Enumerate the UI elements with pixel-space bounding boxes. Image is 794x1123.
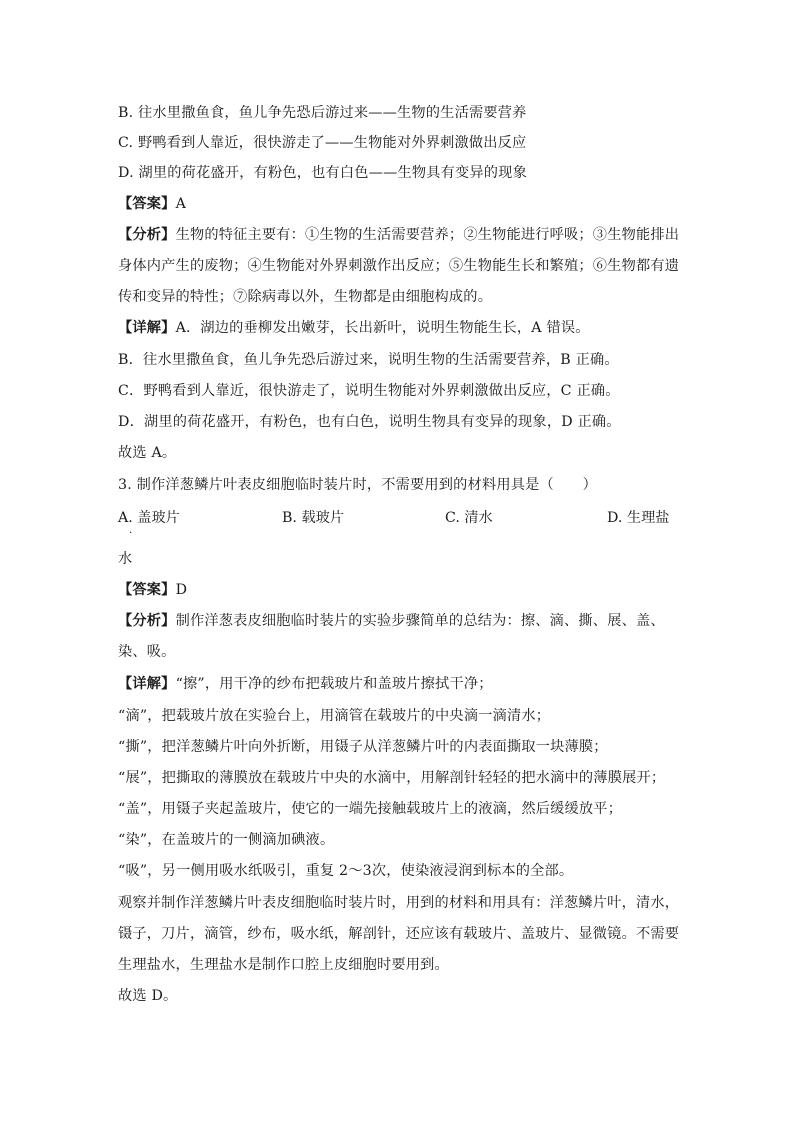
q2-conclusion: 故选 A。 bbox=[118, 445, 177, 461]
q2-detail-line-b: B．往水里撒鱼食，鱼儿争先恐后游过来，说明生物的生活需要营养，B 正确。 bbox=[118, 352, 619, 368]
q3-detail-line-4: “展”，把撕取的薄膜放在载玻片中央的水滴中，用解剖针轻轻的把水滴中的薄膜展开； bbox=[118, 770, 666, 786]
q3-detail-line-2: “滴”，把载玻片放在实验台上，用滴管在载玻片的中央滴一滴清水； bbox=[118, 708, 551, 724]
q2-detail-line-c: C．野鸭看到人靠近，很快游走了，说明生物能对外界刺激做出反应，C 正确。 bbox=[118, 383, 620, 399]
q2-option-b: B. 往水里撒鱼食，鱼儿争先恐后游过来——生物的生活需要营养 bbox=[118, 105, 527, 121]
answer-tag: 【答案】 bbox=[118, 582, 176, 598]
q3-analysis-line-2: 染、吸。 bbox=[118, 644, 176, 660]
analysis-tag: 【分析】 bbox=[118, 613, 176, 629]
q2-analysis-line-3: 传和变异的特性；⑦除病毒以外，生物都是由细胞构成的。 bbox=[118, 289, 493, 305]
q3-detail-line-9: 镊子，刀片，滴管，纱布，吸水纸，解剖针，还应该有载玻片、盖玻片、显微镜。不需要 bbox=[118, 926, 680, 942]
q3-conclusion: 故选 D。 bbox=[118, 988, 178, 1004]
q3-detail-line-6: “染”，在盖玻片的一侧滴加碘液。 bbox=[118, 832, 335, 848]
q3-detail-line-8: 观察并制作洋葱鳞片叶表皮细胞临时装片时，用到的材料和用具有：洋葱鳞片叶，清水， bbox=[118, 895, 680, 911]
q3-option-d: D. 生理盐 bbox=[607, 510, 670, 526]
analysis-text: 生物的特征主要有：①生物的生活需要营养；②生物能进行呼吸；③生物能排出 bbox=[175, 227, 680, 243]
detail-tag: 【详解】 bbox=[118, 676, 176, 692]
answer-tag: 【答案】 bbox=[118, 196, 176, 212]
q3-detail-line-1 bbox=[118, 674, 493, 694]
analysis-tag: 【分析】 bbox=[118, 227, 176, 243]
answer-value: A bbox=[175, 196, 187, 212]
detail-text: A．湖边的垂柳发出嫩芽，长出新叶，说明生物能生长，A 错误。 bbox=[175, 320, 590, 336]
detail-text: “擦”，用干净的纱布把载玻片和盖玻片擦拭干净； bbox=[175, 676, 493, 692]
q3-option-a: A. 盖玻片 bbox=[118, 510, 180, 526]
detail-tag: 【详解】 bbox=[118, 320, 176, 336]
answer-value: D bbox=[175, 582, 188, 598]
q3-analysis-line-1 bbox=[118, 611, 665, 631]
q3-detail-line-5: “盖”，用镊子夹起盖玻片，使它的一端先接触载玻片上的液滴，然后缓缓放平； bbox=[118, 801, 623, 817]
q3-option-d-wrap: 水 bbox=[118, 551, 133, 567]
q3-answer bbox=[118, 580, 187, 600]
analysis-text: 制作洋葱表皮细胞临时装片的实验步骤简单的总结为：擦、滴、撕、展、盖、 bbox=[175, 613, 665, 629]
q2-option-d: D. 湖里的荷花盛开，有粉色，也有白色——生物具有变异的现象 bbox=[118, 165, 527, 181]
emphasis-dot: · bbox=[129, 528, 133, 539]
q2-analysis-line-1 bbox=[118, 225, 679, 245]
q3-detail-line-3: “撕”，把洋葱鳞片叶向外折断，用镊子从洋葱鳞片叶的内表面撕取一块薄膜； bbox=[118, 739, 608, 755]
q2-analysis-line-2: 身体内产生的废物；④生物能对外界刺激作出反应；⑤生物能生长和繁殖；⑥生物都有遗 bbox=[118, 258, 680, 274]
q3-option-b: B. 载玻片 bbox=[282, 510, 345, 526]
q3-option-c: C. 清水 bbox=[445, 510, 493, 526]
q3-detail-line-7: “吸”，另一侧用吸水纸吸引，重复 2～3次，使染液浸润到标本的全部。 bbox=[118, 863, 574, 879]
q2-answer bbox=[118, 194, 186, 214]
q2-detail-line-d: D．湖里的荷花盛开，有粉色，也有白色，说明生物具有变异的现象，D 正确。 bbox=[118, 414, 621, 430]
q3-stem: 3. 制作洋葱鳞片叶表皮细胞临时装片时，不需要用到的材料用具是（ ） bbox=[118, 477, 598, 493]
q3-detail-line-10: 生理盐水，生理盐水是制作口腔上皮细胞时要用到。 bbox=[118, 957, 449, 973]
q2-detail-line-a bbox=[118, 318, 590, 338]
q2-option-c: C. 野鸭看到人靠近，很快游走了——生物能对外界刺激做出反应 bbox=[118, 135, 527, 151]
